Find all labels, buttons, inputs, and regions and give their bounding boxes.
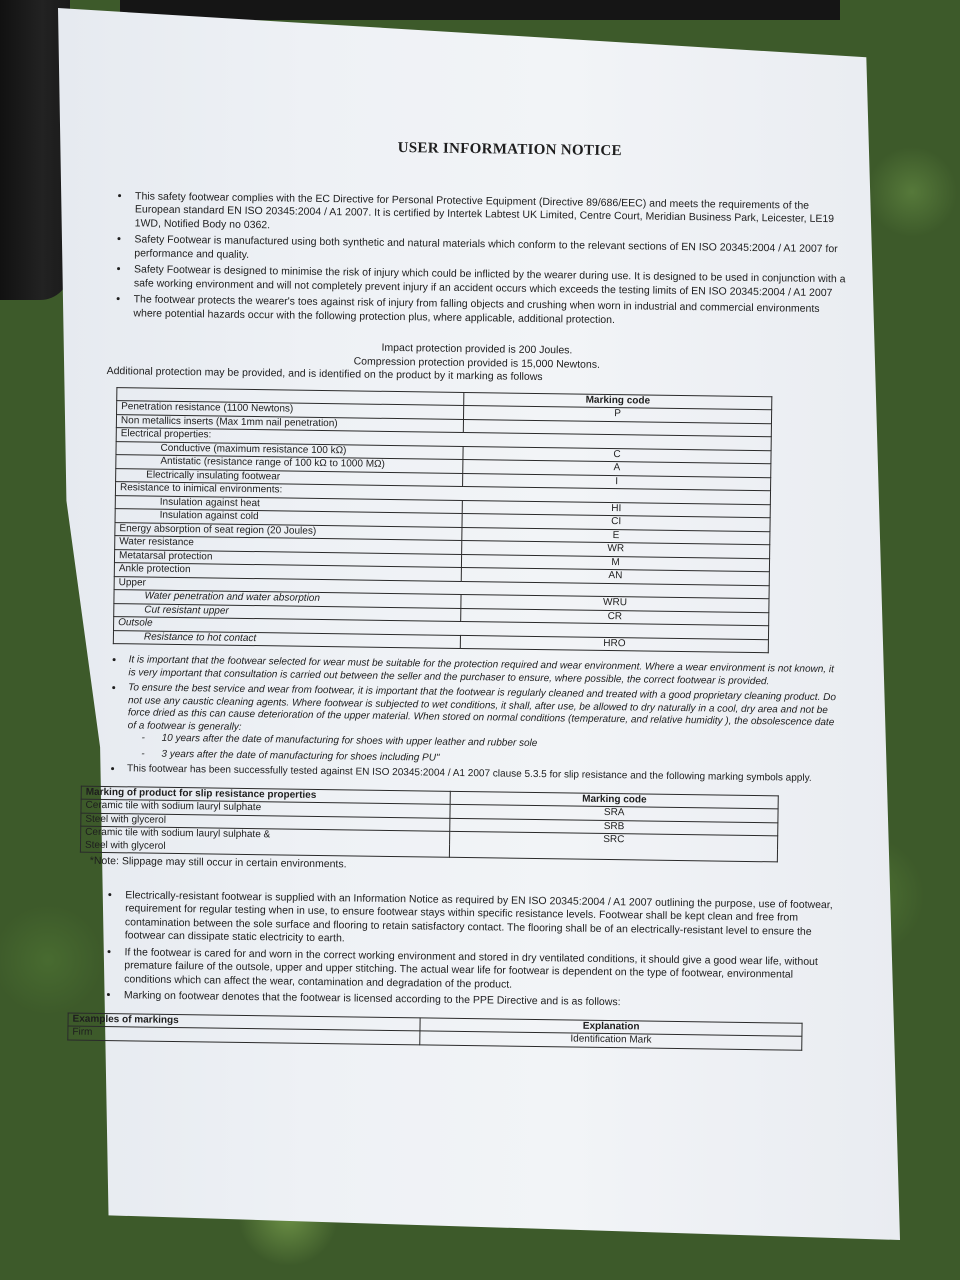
row-label: Ankle protection — [114, 563, 461, 581]
slip-row-label: Ceramic tile with sodium lauryl sulphate & — [81, 826, 451, 844]
row-label: Water penetration and water absorption — [114, 590, 461, 608]
row-label: Resistance to inimical environments: — [115, 482, 770, 505]
row-code: HRO — [460, 635, 768, 653]
row-label: Penetration resistance (1100 Newtons) — [117, 401, 464, 419]
row-code: I — [463, 473, 771, 491]
compression-text: Compression protection provided is 15,000 Newtons. — [353, 354, 601, 371]
row-code: WR — [462, 540, 770, 558]
row-label: Water resistance — [115, 536, 462, 554]
final-bullet-3: • Marking on footwear denotes that the footwear is licensed according to the PPE Directive and is as follows: — [120, 989, 838, 1013]
examples-header-left: Examples of markings — [68, 1013, 420, 1031]
row-code: CI — [462, 513, 770, 531]
row-label: Outsole — [114, 617, 769, 640]
final-list — [98, 888, 840, 1012]
slip-row-label: Steel with glycerol — [81, 813, 451, 832]
row-code: A — [463, 459, 771, 477]
slip-row-label: Steel with glycerol — [80, 839, 450, 857]
final-bullet-1: • Electrically-resistant footwear is supplied with an Information Notice as required by EN ISO 20345:2004 / A1 2007 outlining the purpose, use of footwear, requirement for regular testing when in use, to ensure footwear stays within specific resistance levels. Footwear shall be kept clean and free from contamination between the sole surface and flooring to retain satisfactory contact. The flooring shall be of an electrically-resistant level to ensure the footwear can dissipate static electricity to earth. — [121, 889, 840, 953]
obsolescence-item-1: - 10 years after the date of manufacturing for shoes with upper leather and rubber sole — [137, 732, 841, 754]
additional-text: Additional protection may be provided, and is identified on the product by it marking as follows — [106, 364, 543, 384]
document — [72, 130, 850, 1051]
intro-bullet-4: • The footwear protects the wearer's toes against risk of injury from falling objects and crushing when worn in industrial and commercial environments where potential hazards occur with the following protection plus, where applicable, additional protection. — [129, 293, 847, 330]
row-code: E — [462, 527, 770, 545]
examples-row-code: Identification Mark — [420, 1031, 802, 1050]
row-label: Metatarsal protection — [114, 549, 461, 567]
slippage-note: *Note: Slippage may still occur in certain environments. — [89, 854, 347, 871]
row-label: Insulation against cold — [115, 509, 462, 527]
care-bullet-2 — [123, 682, 842, 770]
row-code: M — [462, 554, 770, 572]
row-label: Energy absorption of seat region (20 Joules) — [115, 522, 462, 540]
row-label: Resistance to hot contact — [113, 630, 460, 648]
final-bullet-2: • If the footwear is cared for and worn in the correct working environment and stored in dry ventilated conditions, it should give a good wear life, without premature failure of the outsole, upper and upper stitching. The actual wear life for footwear is dependent on the type of footwear, environmental conditions which can affect the wear, contamination and degradation of the product. — [120, 946, 838, 997]
row-code: AN — [461, 567, 769, 585]
bag-strap — [120, 0, 840, 20]
row-code: C — [463, 446, 771, 464]
intro-bullet-1: • This safety footwear complies with the EC Directive for Personal Protective Equipment (Directive 89/686/EEC) and meets the requirements of the European standard EN ISO 20345:2004 / A1 2007. It is certified by Intertek Labtest UK Limited, Centre Court, Meridian Business Park, Leicester, LE19 1WD, Notified Body no 0362. — [131, 190, 849, 241]
row-label: Antistatic (resistance range of 100 kΩ to 1000 MΩ) — [116, 455, 463, 473]
slip-row-code: SRC — [450, 831, 778, 862]
marking-code-table — [113, 387, 773, 654]
care-list — [101, 654, 843, 786]
row-label: Conductive (maximum resistance 100 kΩ) — [116, 441, 463, 459]
row-label: Cut resistant upper — [114, 603, 461, 621]
table-header-code: Marking code — [464, 392, 772, 410]
row-label: Non metallics inserts (Max 1mm nail penetration) — [116, 414, 463, 432]
obsolescence-item-2: - 3 years after the date of manufacturing for shoes including PU" — [137, 748, 841, 770]
slip-header-left: Marking of product for slip resistance properties — [81, 786, 451, 805]
document-title: USER INFORMATION NOTICE — [397, 140, 622, 160]
examples-header-right: Explanation — [420, 1017, 802, 1036]
care-bullet-2-text: To ensure the best service and wear from footwear, it is important that the footwear is regularly cleaned and treated with a good proprietary cleaning product. Do not use any caustic cleaning agents. Where footwear is subjected to wet conditions, it shall, after use, be allowed to dry naturally in a cool, dry area and not be force dried as this can cause deterioration of the upper material. When stored on normal conditions (temperature, and relative humidity ), the obsolescence date of a footwear is generally: — [127, 682, 837, 733]
impact-text: Impact protection provided is 200 Joules. — [381, 341, 573, 357]
row-label: Electrically insulating footwear — [116, 468, 463, 486]
slip-row-code: SRB — [450, 818, 778, 836]
slip-row-code: SRA — [450, 804, 778, 822]
slip-bullet: • This footwear has been successfully tested against EN ISO 20345:2004 / A1 2007 clause 5.3.5 for slip resistance and the following marking symbols apply. — [123, 763, 841, 786]
row-code: CR — [461, 608, 769, 626]
care-bullet-1: • It is important that the footwear selected for wear must be suitable for the protection required and wear environment. Where a wear environment is not known, it is very important that consultation is carried out between the seller and the purchaser to ensure, where possible, the correct footwear is provided. — [124, 654, 842, 689]
slip-resistance-table — [80, 785, 779, 862]
row-code: WRU — [461, 594, 769, 612]
slip-row-label: Ceramic tile with sodium lauryl sulphate — [81, 799, 451, 818]
intro-list — [107, 189, 849, 330]
row-code: P — [464, 405, 772, 423]
examples-row-label: Firm — [68, 1026, 420, 1044]
row-code: HI — [462, 500, 770, 518]
row-label: Electrical properties: — [116, 428, 771, 451]
intro-bullet-2: • Safety Footwear is manufactured using both synthetic and natural materials which conform to the relevant sections of EN ISO 20345:2004 / A1 2007 for performance and quality. — [130, 233, 848, 270]
intro-bullet-3: • Safety Footwear is designed to minimise the risk of injury which could be inflicted by the wearer during use. It is designed to be used in conjunction with a safe working environment and will not completely prevent injury if an accident occurs which exceeds the testing limits of EN ISO 20345:2004 / A1 2007 — [130, 263, 848, 300]
row-label: Insulation against heat — [115, 495, 462, 513]
slip-header-right: Marking code — [451, 791, 779, 809]
row-label: Upper — [114, 576, 769, 599]
